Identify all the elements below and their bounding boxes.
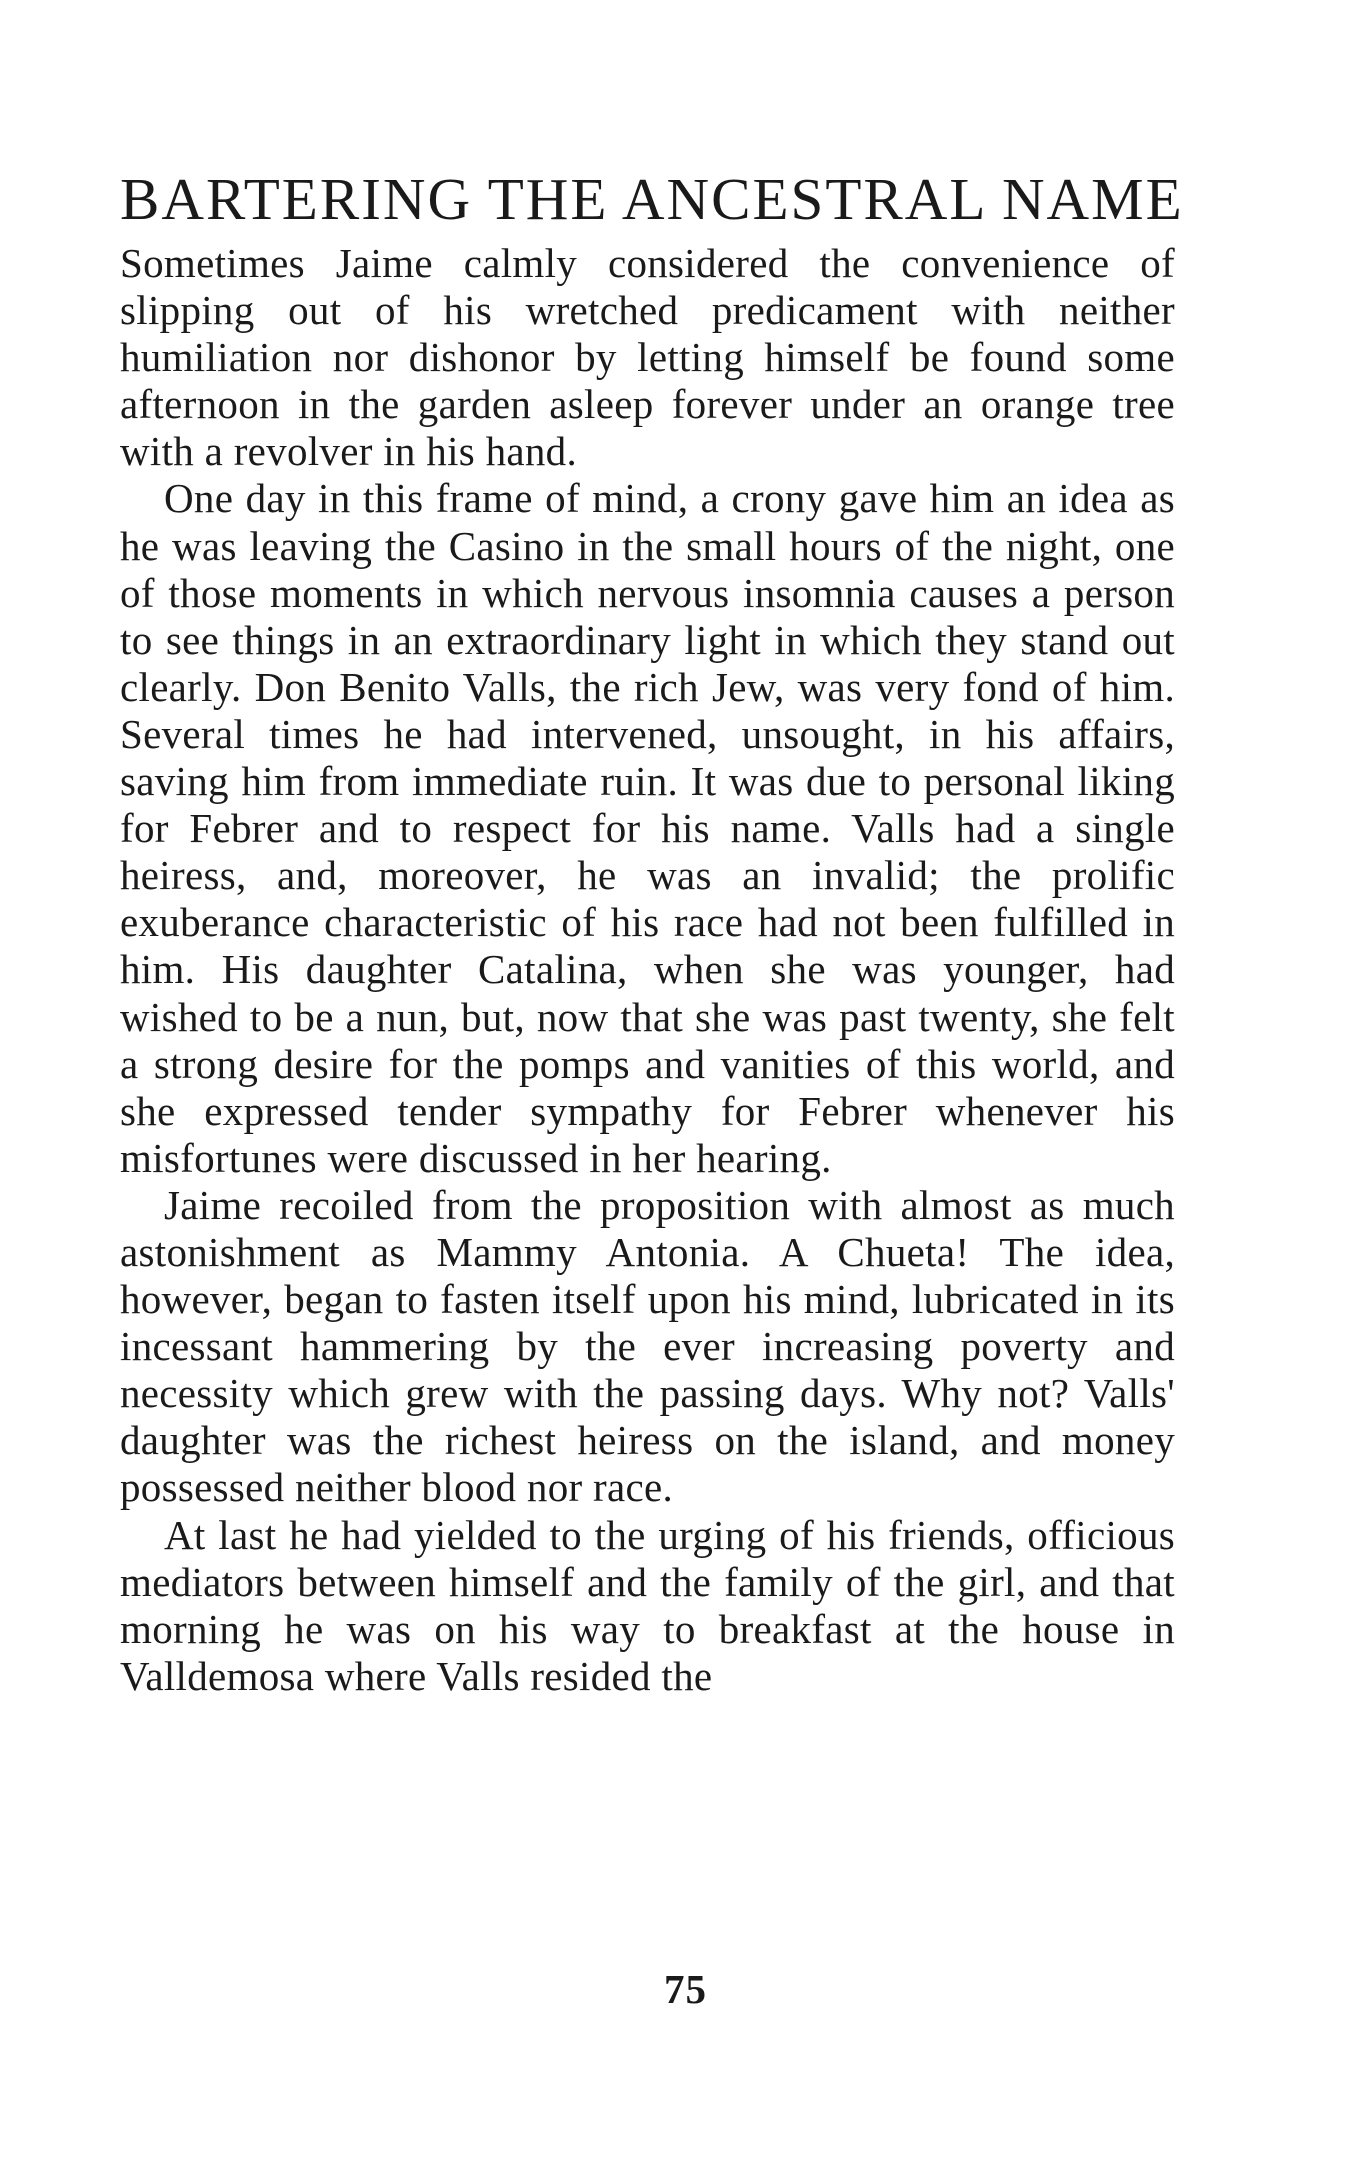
book-page (120, 162, 1184, 1700)
page-number: 75 (664, 1966, 707, 2012)
paragraph-4: At last he had yielded to the urging of his friends, officious mediators between himself and the family of the girl, and that morning he was on his way to breakfast at the house in Valldemosa where Valls resided the (120, 1511, 1175, 1699)
paragraph-3: Jaime recoiled from the proposition with almost as much astonishment as Mammy Antonia. A Chueta! The idea, however, began to fasten itself upon his mind, lubricated in its incessant hammering by the ever increasing poverty and necessity which grew with the passing days. Why not? Valls' daughter was the richest heiress on the island, and money possessed neither blood nor race. (120, 1181, 1175, 1511)
running-head: BARTERING THE ANCESTRAL NAME (120, 166, 1184, 232)
paragraph-1: Sometimes Jaime calmly considered the convenience of slipping out of his wretched predicament with neither humiliation nor dishonor by letting himself be found some afternoon in the garden asleep forever under an orange tree with a revolver in his hand. (120, 240, 1175, 475)
paragraph-2: One day in this frame of mind, a crony gave him an idea as he was leaving the Casino in the small hours of the night, one of those moments in which nervous insomnia causes a person to see things in an extraordinary light in which they stand out clearly. Don Benito Valls, the rich Jew, was very fond of him. Several times he had intervened, unsought, in his affairs, saving him from immediate ruin. It was due to personal liking for Febrer and to respect for his name. Valls had a single heiress, and, moreover, he was an invalid; the prolific exuberance characteristic of his race had not been fulfilled in him. His daughter Catalina, when she was younger, had wished to be a nun, but, now that she was past twenty, she felt a strong desire for the pomps and vanities of this world, and she expressed tender sympathy for Febrer whenever his misfortunes were discussed in her hearing. (120, 475, 1175, 1181)
